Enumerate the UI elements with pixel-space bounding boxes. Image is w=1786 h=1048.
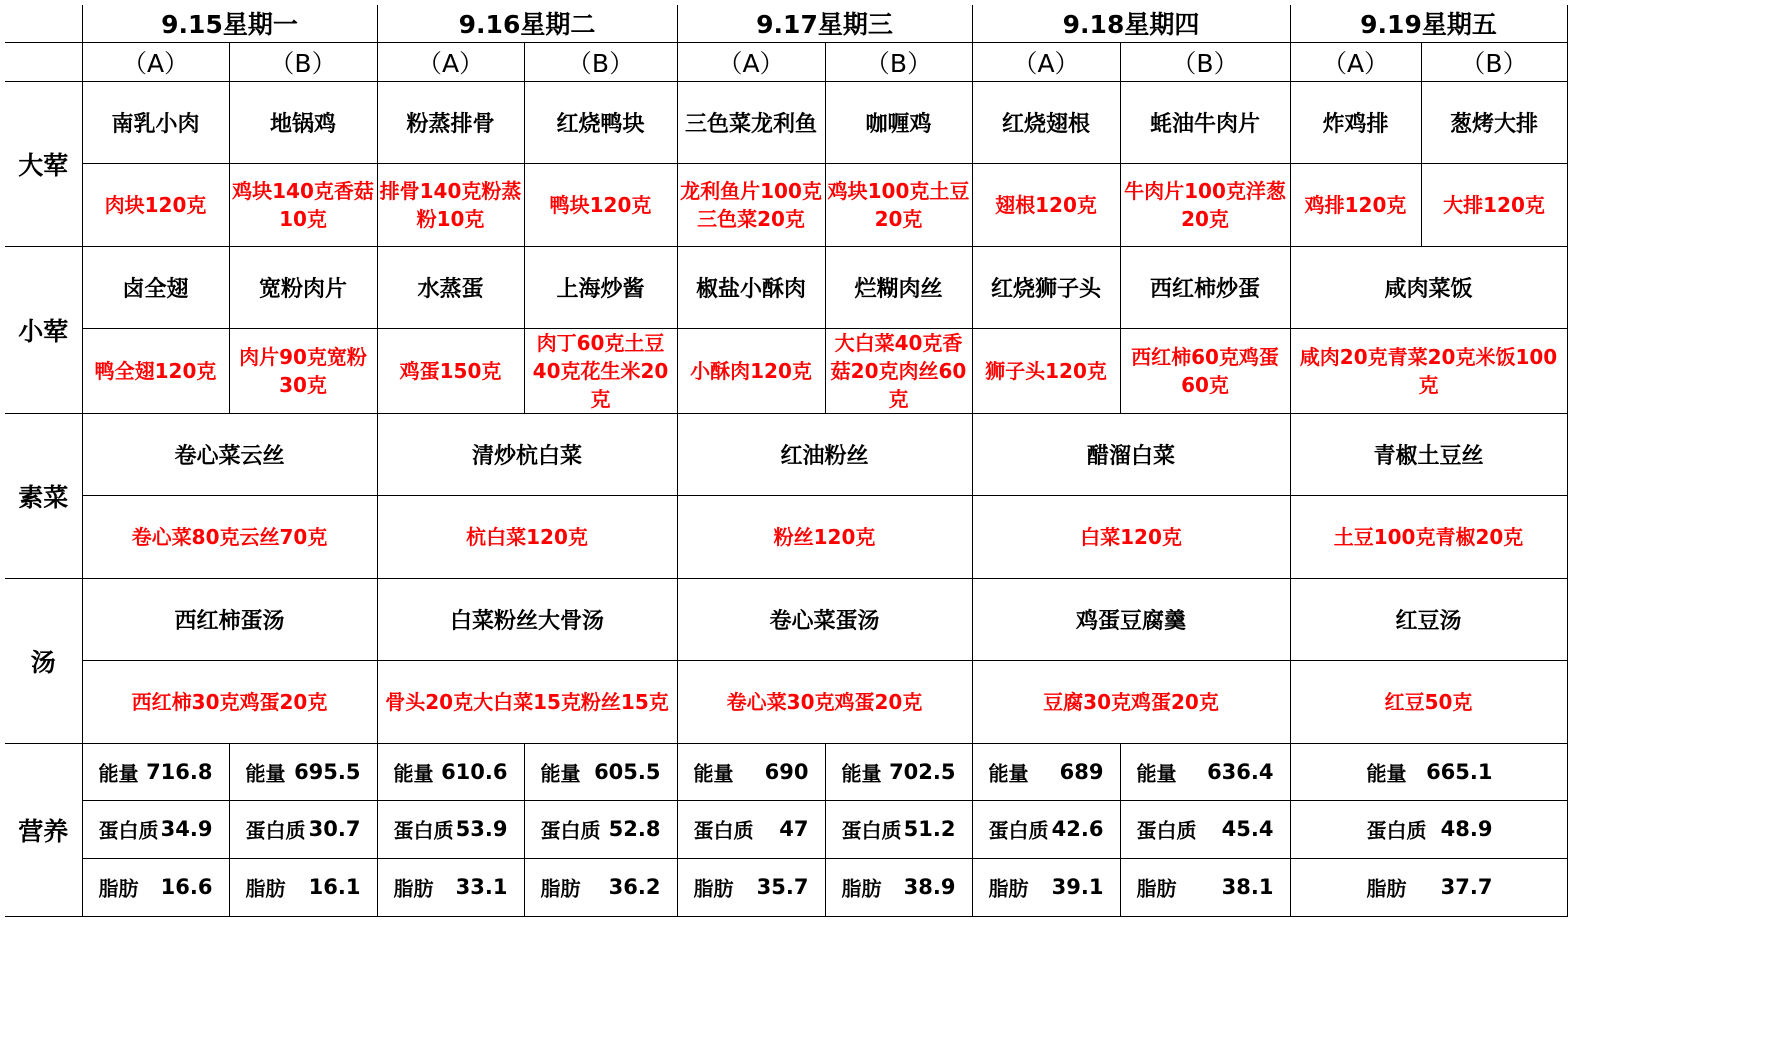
fat-value: 37.7	[1440, 875, 1493, 899]
category-small: 小荤	[5, 246, 82, 413]
protein-value: 51.2	[903, 817, 956, 841]
fat-d5	[1290, 858, 1567, 916]
protein-d4-b	[1120, 800, 1290, 858]
protein-d2-a	[377, 800, 524, 858]
day-header-4: 9.18星期四	[972, 5, 1290, 42]
protein-label: 蛋白质	[245, 818, 306, 843]
soup-d1-ingredients: 西红柿30克鸡蛋20克	[82, 660, 377, 743]
veg-d3-ingredients: 粉丝120克	[677, 495, 972, 578]
energy-label: 能量	[540, 761, 581, 785]
fat-d4-b	[1120, 858, 1290, 916]
big-d5-b-dish: 葱烤大排	[1421, 81, 1567, 163]
fat-label: 脂肪	[988, 876, 1029, 901]
veg-d5-dish: 青椒土豆丝	[1290, 413, 1567, 495]
variant-a-3: （A）	[677, 42, 825, 81]
fat-label: 脂肪	[540, 876, 581, 901]
energy-d3-a	[677, 743, 825, 800]
big-dish-row	[5, 81, 1567, 163]
small-d4-b-ingredients: 西红柿60克鸡蛋60克	[1120, 328, 1290, 413]
big-d5-b-ingredients: 大排120克	[1421, 163, 1567, 246]
big-d3-a-dish: 三色菜龙利鱼	[677, 81, 825, 163]
fat-label: 脂肪	[841, 876, 882, 901]
small-d1-b-dish: 宽粉肉片	[229, 246, 377, 328]
protein-d3-b	[825, 800, 972, 858]
energy-label: 能量	[245, 761, 286, 785]
small-d3-a-dish: 椒盐小酥肉	[677, 246, 825, 328]
soup-d4-dish: 鸡蛋豆腐羹	[972, 578, 1290, 660]
small-d4-a-ingredients: 狮子头120克	[972, 328, 1120, 413]
protein-value: 48.9	[1440, 817, 1493, 841]
small-d2-a-ingredients: 鸡蛋150克	[377, 328, 524, 413]
energy-value: 605.5	[594, 759, 661, 784]
big-d1-a-ingredients: 肉块120克	[82, 163, 229, 246]
day-header-2: 9.16星期二	[377, 5, 677, 42]
small-d1-a-dish: 卤全翅	[82, 246, 229, 328]
protein-label: 蛋白质	[98, 818, 159, 843]
protein-label: 蛋白质	[988, 818, 1049, 843]
fat-value: 39.1	[1051, 875, 1104, 899]
protein-value: 42.6	[1051, 817, 1104, 841]
veg-d2-ingredients: 杭白菜120克	[377, 495, 677, 578]
big-d2-a-ingredients: 排骨140克粉蒸粉10克	[377, 163, 524, 246]
fat-label: 脂肪	[1366, 876, 1407, 901]
energy-value: 610.6	[441, 759, 508, 784]
fat-label: 脂肪	[393, 876, 434, 901]
protein-label: 蛋白质	[1136, 818, 1197, 843]
corner-cell	[5, 5, 82, 42]
soup-d5-dish: 红豆汤	[1290, 578, 1567, 660]
big-d1-a-dish: 南乳小肉	[82, 81, 229, 163]
energy-d5	[1290, 743, 1567, 800]
energy-d2-a	[377, 743, 524, 800]
energy-label: 能量	[393, 761, 434, 785]
protein-value: 45.4	[1221, 817, 1274, 841]
protein-label: 蛋白质	[540, 818, 601, 843]
small-d4-a-dish: 红烧狮子头	[972, 246, 1120, 328]
small-dish-row	[5, 246, 1567, 328]
energy-value: 702.5	[889, 759, 956, 784]
soup-ingredient-row	[5, 660, 1567, 743]
big-d1-b-ingredients: 鸡块140克香菇10克	[229, 163, 377, 246]
day-header-5: 9.19星期五	[1290, 5, 1567, 42]
energy-d4-b	[1120, 743, 1290, 800]
big-d4-a-ingredients: 翅根120克	[972, 163, 1120, 246]
protein-d3-a	[677, 800, 825, 858]
fat-label: 脂肪	[245, 876, 286, 901]
small-d5-dish: 咸肉菜饭	[1290, 246, 1567, 328]
big-d4-b-ingredients: 牛肉片100克洋葱20克	[1120, 163, 1290, 246]
veg-d5-ingredients: 土豆100克青椒20克	[1290, 495, 1567, 578]
energy-d3-b	[825, 743, 972, 800]
big-d4-a-dish: 红烧翅根	[972, 81, 1120, 163]
variant-b-5: （B）	[1421, 42, 1567, 81]
soup-d4-ingredients: 豆腐30克鸡蛋20克	[972, 660, 1290, 743]
protein-value: 52.8	[608, 817, 661, 841]
big-d5-a-dish: 炸鸡排	[1290, 81, 1421, 163]
soup-d1-dish: 西红柿蛋汤	[82, 578, 377, 660]
protein-d1-a	[82, 800, 229, 858]
soup-d5-ingredients: 红豆50克	[1290, 660, 1567, 743]
energy-label: 能量	[693, 761, 734, 785]
energy-d1-a	[82, 743, 229, 800]
protein-value: 30.7	[308, 817, 361, 841]
variant-a-1: （A）	[82, 42, 229, 81]
veg-d4-dish: 醋溜白菜	[972, 413, 1290, 495]
fat-d2-a	[377, 858, 524, 916]
energy-d2-b	[524, 743, 677, 800]
veg-d2-dish: 清炒杭白菜	[377, 413, 677, 495]
energy-value: 695.5	[294, 759, 361, 784]
day-header-3: 9.17星期三	[677, 5, 972, 42]
weekly-menu-table	[5, 5, 1568, 917]
protein-label: 蛋白质	[393, 818, 454, 843]
small-d3-b-dish: 烂糊肉丝	[825, 246, 972, 328]
soup-d3-dish: 卷心菜蛋汤	[677, 578, 972, 660]
soup-d2-dish: 白菜粉丝大骨汤	[377, 578, 677, 660]
veg-d1-dish: 卷心菜云丝	[82, 413, 377, 495]
energy-value: 690	[764, 759, 809, 784]
fat-value: 16.6	[160, 875, 213, 899]
fat-d3-a	[677, 858, 825, 916]
variant-header-row	[5, 42, 1567, 81]
big-d2-b-dish: 红烧鸭块	[524, 81, 677, 163]
protein-d5	[1290, 800, 1567, 858]
veg-d1-ingredients: 卷心菜80克云丝70克	[82, 495, 377, 578]
day-header-row	[5, 5, 1567, 42]
veg-ingredient-row	[5, 495, 1567, 578]
protein-label: 蛋白质	[693, 818, 754, 843]
small-d1-b-ingredients: 肉片90克宽粉30克	[229, 328, 377, 413]
big-d3-a-ingredients: 龙利鱼片100克三色菜20克	[677, 163, 825, 246]
fat-label: 脂肪	[693, 876, 734, 901]
energy-value: 689	[1059, 759, 1104, 784]
variant-a-2: （A）	[377, 42, 524, 81]
small-ingredient-row	[5, 328, 1567, 413]
veg-d4-ingredients: 白菜120克	[972, 495, 1290, 578]
fat-value: 33.1	[455, 875, 508, 899]
category-nutrition: 营养	[5, 743, 82, 916]
variant-b-3: （B）	[825, 42, 972, 81]
fat-label: 脂肪	[98, 876, 139, 901]
variant-b-1: （B）	[229, 42, 377, 81]
big-d5-a-ingredients: 鸡排120克	[1290, 163, 1421, 246]
energy-d1-b	[229, 743, 377, 800]
energy-label: 能量	[1366, 761, 1407, 785]
nutrition-fat-row	[5, 858, 1567, 916]
fat-d2-b	[524, 858, 677, 916]
energy-d4-a	[972, 743, 1120, 800]
protein-label: 蛋白质	[841, 818, 902, 843]
corner-cell-2	[5, 42, 82, 81]
fat-d4-a	[972, 858, 1120, 916]
small-d3-a-ingredients: 小酥肉120克	[677, 328, 825, 413]
fat-value: 38.1	[1221, 875, 1274, 899]
big-d2-b-ingredients: 鸭块120克	[524, 163, 677, 246]
variant-b-4: （B）	[1120, 42, 1290, 81]
fat-d1-b	[229, 858, 377, 916]
nutrition-protein-row	[5, 800, 1567, 858]
energy-value: 636.4	[1207, 759, 1274, 784]
energy-label: 能量	[988, 761, 1029, 785]
big-d2-a-dish: 粉蒸排骨	[377, 81, 524, 163]
fat-value: 16.1	[308, 875, 361, 899]
protein-d2-b	[524, 800, 677, 858]
small-d2-a-dish: 水蒸蛋	[377, 246, 524, 328]
fat-value: 36.2	[608, 875, 661, 899]
soup-d3-ingredients: 卷心菜30克鸡蛋20克	[677, 660, 972, 743]
nutrition-energy-row	[5, 743, 1567, 800]
fat-d3-b	[825, 858, 972, 916]
soup-dish-row	[5, 578, 1567, 660]
small-d1-a-ingredients: 鸭全翅120克	[82, 328, 229, 413]
fat-label: 脂肪	[1136, 876, 1177, 901]
veg-d3-dish: 红油粉丝	[677, 413, 972, 495]
protein-value: 53.9	[455, 817, 508, 841]
small-d4-b-dish: 西红柿炒蛋	[1120, 246, 1290, 328]
protein-label: 蛋白质	[1366, 818, 1427, 843]
energy-value: 665.1	[1426, 759, 1493, 784]
small-d2-b-dish: 上海炒酱	[524, 246, 677, 328]
category-big: 大荤	[5, 81, 82, 246]
protein-d1-b	[229, 800, 377, 858]
fat-d1-a	[82, 858, 229, 916]
day-header-1: 9.15星期一	[82, 5, 377, 42]
energy-label: 能量	[1136, 761, 1177, 785]
protein-d4-a	[972, 800, 1120, 858]
small-d5-ingredients: 咸肉20克青菜20克米饭100克	[1290, 328, 1567, 413]
protein-value: 34.9	[160, 817, 213, 841]
big-d3-b-ingredients: 鸡块100克土豆20克	[825, 163, 972, 246]
veg-dish-row	[5, 413, 1567, 495]
big-ingredient-row	[5, 163, 1567, 246]
variant-a-5: （A）	[1290, 42, 1421, 81]
variant-b-2: （B）	[524, 42, 677, 81]
energy-label: 能量	[841, 761, 882, 785]
energy-label: 能量	[98, 761, 139, 785]
soup-d2-ingredients: 骨头20克大白菜15克粉丝15克	[377, 660, 677, 743]
protein-value: 47	[779, 817, 809, 841]
energy-value: 716.8	[146, 759, 213, 784]
small-d3-b-ingredients: 大白菜40克香菇20克肉丝60克	[825, 328, 972, 413]
variant-a-4: （A）	[972, 42, 1120, 81]
fat-value: 38.9	[903, 875, 956, 899]
big-d3-b-dish: 咖喱鸡	[825, 81, 972, 163]
category-veg: 素菜	[5, 413, 82, 578]
big-d1-b-dish: 地锅鸡	[229, 81, 377, 163]
big-d4-b-dish: 蚝油牛肉片	[1120, 81, 1290, 163]
small-d2-b-ingredients: 肉丁60克土豆40克花生米20克	[524, 328, 677, 413]
fat-value: 35.7	[756, 875, 809, 899]
category-soup: 汤	[5, 578, 82, 743]
